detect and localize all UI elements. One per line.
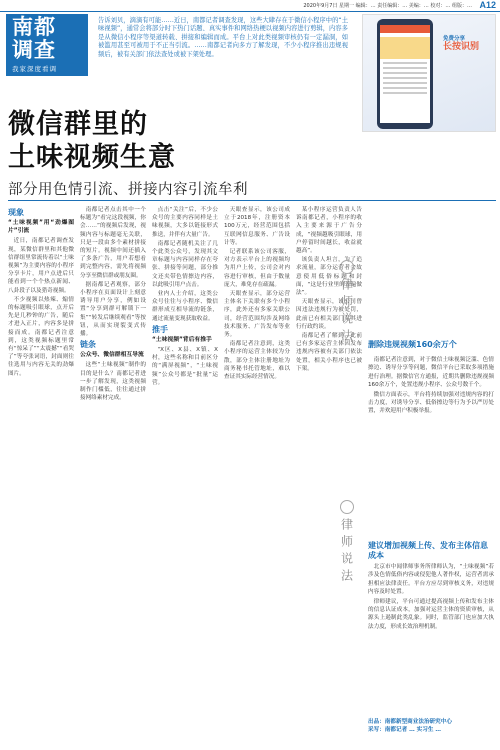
page-number: A12 <box>479 0 496 10</box>
side-section-title-2: 建议增加视频上传、发布主体信息成本 <box>368 541 488 560</box>
paragraph: 点击“关注”后，不少公众号的主要内容同样是土味视频，大多以链接形式推送，并伴有大量广告。 <box>152 207 218 238</box>
masthead-title: 南都 调查 <box>12 15 56 62</box>
page-info: 2020年9月7日 星期一 编辑：… 责任编辑：… 美编：… 校对：… 组版：… <box>303 3 472 9</box>
circle-icon <box>340 260 354 274</box>
paragraph: “X区、X县、X镇、X村，这些名称和目前区分的“满屏视频”，“土味视频”公众号都是“批量”运营。 <box>152 347 218 386</box>
lead-paragraph: 告诉刘贝，滴滴有可能……近日，南都记者调查发现，这些大肆存在于微信小程序中的“土味视频”，通常会将部分时下热门话题、真实事件和网络热梗以视频内容进行剪辑，内容多是从微信小程序等渠道转载、拼接和编辑而成。平台上对此类视频审核仍有一定漏洞，如被滥用甚至可被用于不正当引流。……南都记者向多方了解发现，不少小程序推出违规视频后，被有关部门依法查处或被下架处理。 <box>98 17 348 58</box>
divider <box>8 200 496 201</box>
paragraph: 该负责人坦言，为了追求流量，部分运营者会故意使用低俗标题和封面，“这是行业里的普遍做法”。 <box>296 257 362 297</box>
paragraph: 微信方面表示，平台将持续加强对违规内容的打击力度，对诱导分享、低俗擦边等行为予以严厉处置，并欢迎用户积极举报。 <box>368 391 494 415</box>
lawyer-label-2: 律师说法 <box>332 500 362 586</box>
section-title: 现象 <box>8 208 24 217</box>
paragraph: 天眼查显示，该公司曾因违法违规行为被处罚，此前已有相关部门对其进行行政约谈。 <box>296 299 362 330</box>
paragraph: 南都记者随机关注了几个此类公众号，发现其文章标题与内容同样存在夸张、拼接等问题，部分推文还夹带色情擦边内容，以此吸引用户点击。 <box>152 240 218 288</box>
photo-caption: 免费分享 长按识别 <box>443 36 480 52</box>
section-masthead <box>6 14 88 76</box>
article-column-1 <box>8 206 74 379</box>
paragraph: 这些“土味视频”制作的目的是什么？南都记者进一步了解发现，这类视频制作门槛低，往往通过拼接网络素材完成。 <box>80 362 146 402</box>
subheadline: 部分用色情引流、拼接内容引流牟利 <box>8 182 248 198</box>
article-column-3 <box>152 206 218 388</box>
circle-icon <box>340 500 354 514</box>
subsection-title: 公众号、微信群相互导流 <box>80 352 144 359</box>
side-column-1 <box>368 356 494 417</box>
paragraph: 南都记者了解到，此前已有多家运营主体因发布违规内容被有关部门依法处置，相关小程序也已被下架。 <box>296 333 362 372</box>
article-column-2 <box>80 206 146 403</box>
section-title: 推手 <box>152 324 168 334</box>
article-column-4 <box>224 206 290 382</box>
page-header-bar <box>0 0 500 12</box>
paragraph: 天眼查显示，该公司成立于2018年，注册资本100万元，经营范围包括互联网信息服务、广告设计等。 <box>224 207 290 246</box>
paragraph: 某小程序运营负责人告诉南都记者，小程序的收入主要来源于广告分成，“视频越吸引眼球，用户停留时间越长，收益就越高”。 <box>296 207 362 255</box>
paragraph: 天眼查显示，部分运营主体名下关联有多个小程序，此外还有多家关联公司，经营范围均涉及网络技术服务、广告发布等业务。 <box>224 291 290 339</box>
phone-illustration <box>377 19 433 129</box>
paragraph: 记者联系该公司客服，对方表示平台上的视频均为用户上传，公司会对内容进行审核，但由于数量庞大，难免存在疏漏。 <box>224 249 290 288</box>
paragraph: 近日，南都记者调查发现，某微信群里和其他微信群组里常流传着以“土味视频”为主要内容的小程序分享卡片，用户点进后只能看到一个个热点新闻、八卦段子以及猎奇视频。 <box>8 238 74 294</box>
paragraph: 南都记者注意到，对于微信土味视频泛滥、色情擦边、诱导分享等问题，微信平台已采取多项措施进行治理。据微信官方通报，近期共删除违规视频160余万个，处置违规小程序、公众号数千个。 <box>368 357 494 389</box>
paragraph: 南都记者点击其中一个标题为“看完这段视频，你会……”的视频后发现，视频内容与标题毫无关联，只是一段由多个素材拼接的短片。视频中间还插入了多条广告，用户若想看到完整内容，需先将视频分享至微信群或朋友圈。 <box>80 207 146 279</box>
subsection-title: “土味视频”用“劲爆图片”引流 <box>8 220 74 235</box>
headline: 微信群里的 土味视频生意 <box>8 109 176 173</box>
paragraph: 业内人士介绍，这类公众号往往与小程序、微信群形成互相导流的链条，通过流量变现获取收益。 <box>152 291 218 322</box>
masthead-slogan: 我家深度看调 <box>12 65 57 73</box>
credits-footer: 出品：南都新型商业法治研究中心 采写：南都记者 … 实习生 … <box>368 719 452 733</box>
paragraph: 南都记者注意到，这类小程序的运营主体较为分散，部分主体注册地址为商务秘书托管地址，难以查证其实际经营情况。 <box>224 341 290 381</box>
lawyer-label-1: 律师说法 <box>332 260 362 346</box>
side-section-title-1: 删除违规视频160余万个 <box>368 340 457 349</box>
paragraph: 不少视频以热辣、煽情的标题吸引眼球，点开后先是几秒钟的广告，随后才进入正片，内容多是拼接而成。南都记者注意到，这类视频标题里常有“惊呆了”“太震撼”“看哭了”等夸张词语，封面则往往选用与内容无关的劲爆图片。 <box>8 296 74 377</box>
paragraph: 北京市中闻律师事务所律师认为，“土味视频”若涉及色情低俗内容或侵犯他人著作权，运营者需承担相应法律责任。平台方应尽到审核义务，对违规内容及时处置。 <box>368 564 494 596</box>
side-column-2 <box>368 563 494 632</box>
subsection-title: “土味视频”背后有推手 <box>152 336 212 343</box>
paragraph: 律师建议，平台可通过提高视频上传和发布主体的信息认证成本，加强对运营主体的资质审核，从源头上遏制此类乱象。同时，监管部门也应加大执法力度，形成长效治理机制。 <box>368 598 494 630</box>
illustration-photo <box>362 14 496 132</box>
paragraph: 据南都记者观察，部分小程序在页面设计上刻意诱导用户分享，例如设置“分享到群可解锁下一集”“转发后继续观看”等按钮，从而实现裂变式传播。 <box>80 281 146 338</box>
section-title: 链条 <box>80 340 96 350</box>
